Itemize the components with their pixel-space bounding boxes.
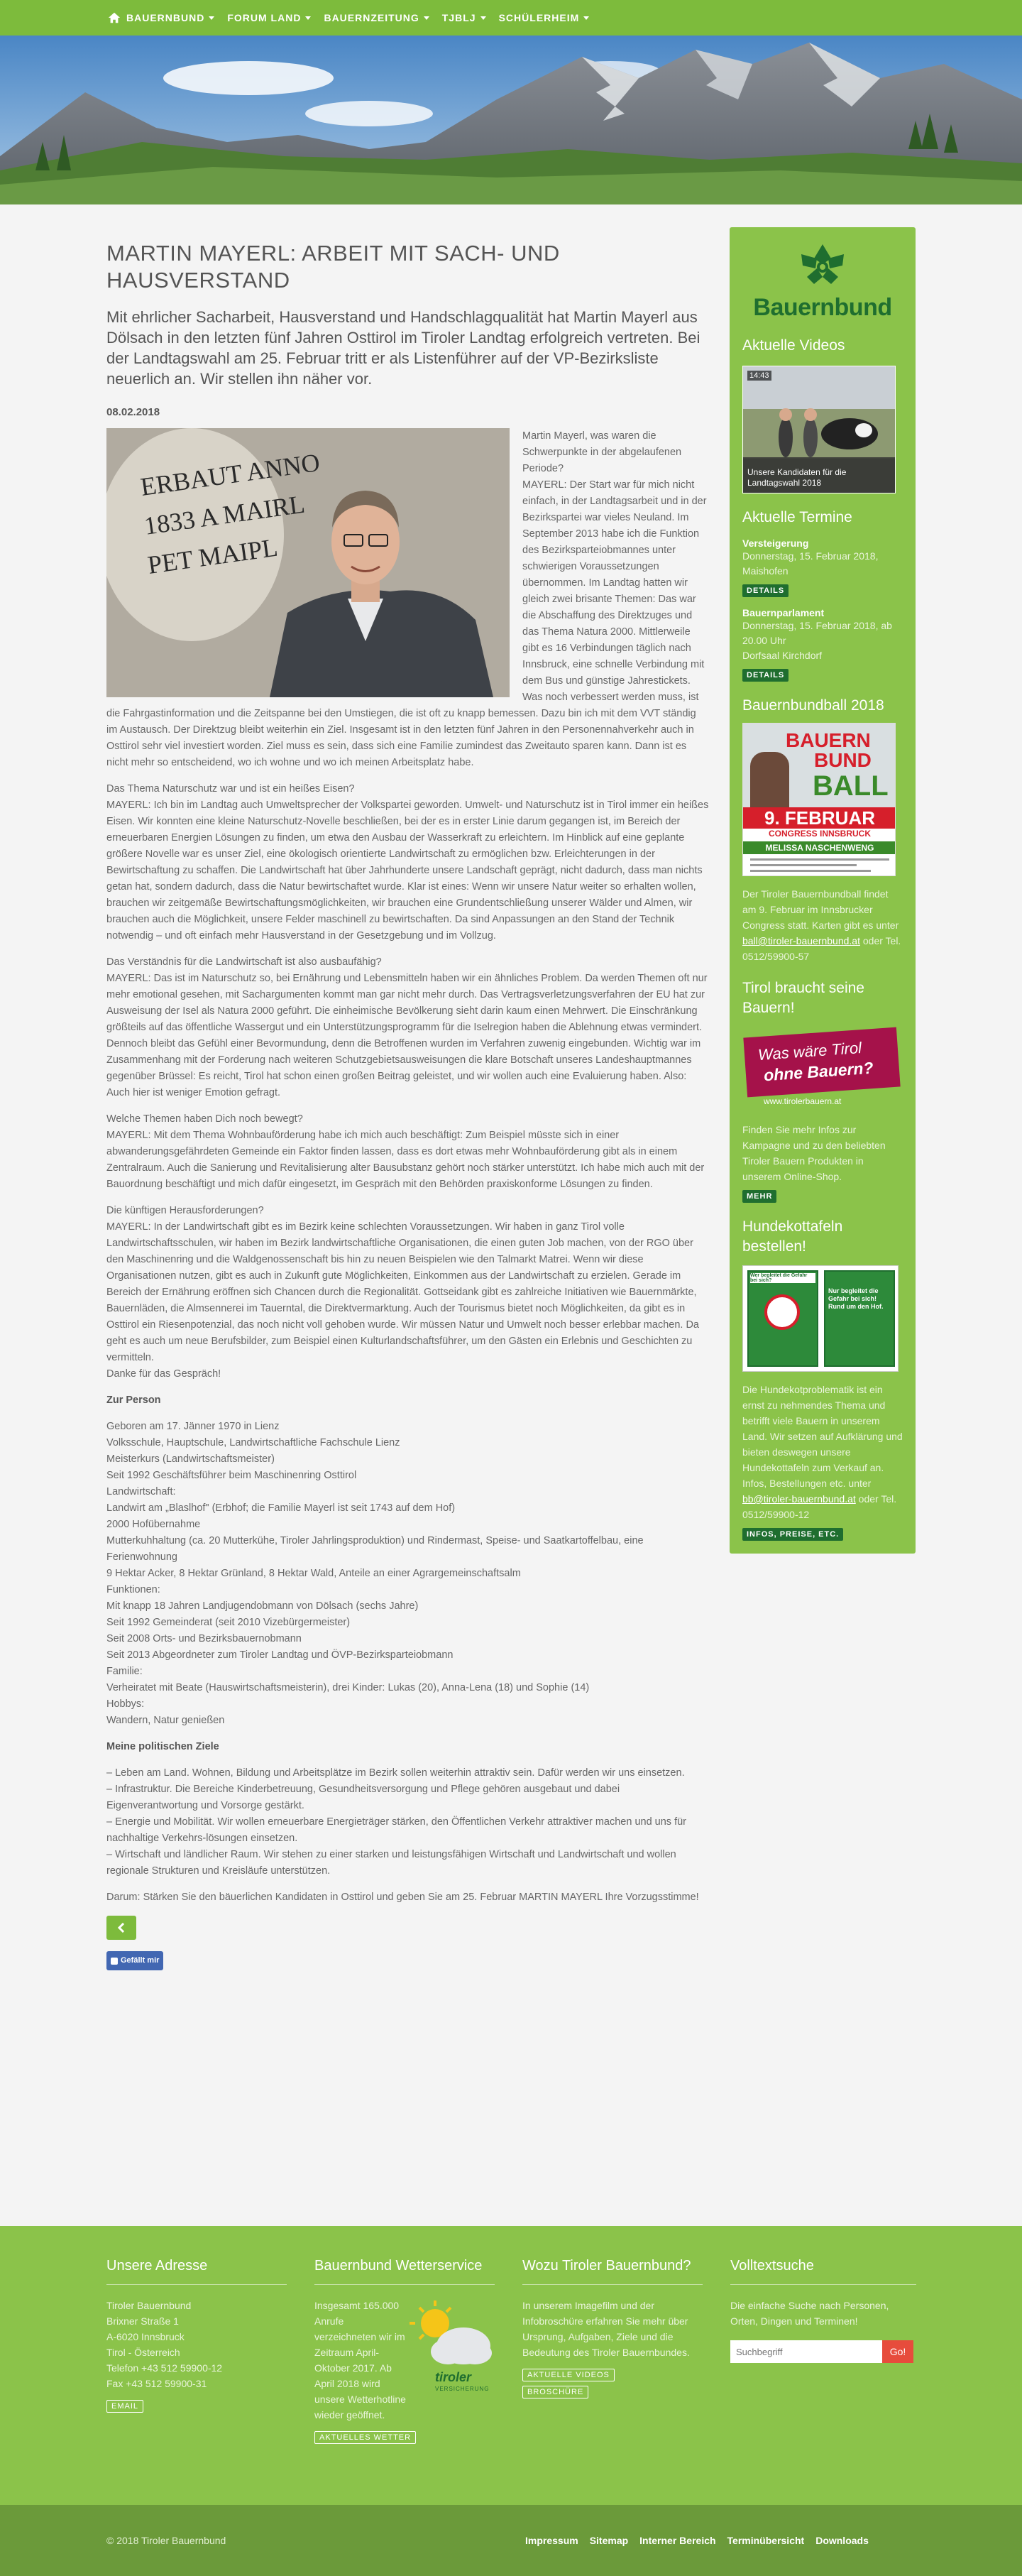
video-caption: Unsere Kandidaten für die Landtagswahl 2018	[747, 467, 847, 488]
ball-text: Der Tiroler Bauernbundball findet am 9. Februar im Innsbrucker Congress statt. Karten gibt es unter ball@tiroler-bauernbund.at oder Tel. 0512/59900-57	[742, 888, 901, 962]
event-title[interactable]: Bauernparlament	[742, 607, 825, 618]
article-paragraph: Das Thema Naturschutz war und ist ein heißes Eisen? MAYERL: Ich bin im Landtag auch Umweltsprecher der Volkspartei geworden. Umwelt- und Naturschutz ist in Tirol immer ein heißes Eisen. Wir konnten eine kleine Naturschutz-Novelle beschließen, bei der es in erster Linie darum gegangen ist, im Bereich der erneuerbaren Energien Lösungen zu finden, um etwa den Ausbau der Wasserkraft zu erleichtern. Im Hinblick auf eine geplante größere Novelle war es unser Ziel, eine ökologisch orientierte Landwirtschaft zu ermöglichen bzw. Erleichterungen in der Bewirtschaftung zu schaffen. Die Landwirtschaft hat über Jahrhunderte unsere Landschaft geprägt, nicht dadurch, dass man nichts getan hat, sondern dadurch, dass die Natur bewirtschaftet wurde. Klar ist eines: Wenn wir unsere Natur weiter so erhalten wollen, brauchen wir zeitgemäße Bewirtschaftungsmöglichkeiten, wir brauchen eine Grundentschließung unserer Wälder und Almen, wir brauchen auch die Möglichkeit, unsere Felder maschinell zu bewirtschaften. Da sind Anpassungen an den Stand der Technik notwendig – und oft einfach mehr Hausverstand in der Gesetzgebung und im Vollzug.	[106, 783, 709, 942]
event-title[interactable]: Versteigerung	[742, 537, 809, 549]
svg-text:PET MAIPL: PET MAIPL	[145, 533, 280, 579]
chevron-down-icon	[480, 16, 486, 20]
ball-poster[interactable]: BAUERN BUND BALL 9. FEBRUAR CONGRESS INNSBRUCK MELISSA NASCHENWENG	[742, 723, 896, 876]
footer-heading: Unsere Adresse	[106, 2258, 287, 2285]
mountain-landscape-image	[0, 36, 1022, 204]
chevron-down-icon	[209, 16, 214, 20]
dog-heading: Hundekottafeln bestellen!	[742, 1218, 843, 1255]
bauernbund-logo[interactable]: Bauernbund	[742, 237, 903, 322]
email-button[interactable]: EMAIL	[106, 2400, 143, 2413]
link-termine[interactable]: Terminübersicht	[727, 2535, 805, 2546]
weather-button[interactable]: AKTUELLES WETTER	[314, 2431, 416, 2444]
dog-sign-image[interactable]: Wer begleitet die Gefahr bei sich? Nur begleitet die Gefahr bei sich! Rund um den Hof.	[742, 1265, 899, 1372]
chevron-down-icon	[305, 16, 311, 20]
link-sitemap[interactable]: Sitemap	[589, 2535, 629, 2546]
article-body	[106, 418, 710, 1970]
article-paragraph: Das Verständnis für die Landwirtschaft ist also ausbaufähig? MAYERL: Das ist im Naturschutz so, bei Ernährung und Lebensmitteln haben wir ein ähnliches Problem. Da werden Themen oft nur mehr emotional gesehen, mit Sachargumenten kommt man gar nicht mehr durch. Das Vertragsverletzungsverfahren der EU hat zur Ausweisung der Isel als Natura 2000 geführt. Die einheimische Bevölkerung sieht darin kaum einen Mehrwert. Die Einschränkung größteils auf das öffentliche Wassergut und ein Unterstützungsprogramm für die Iselregion haben die Ablehnung etwas vermindert. Dennoch bleibt das Gefühl einer Bevormundung, denn die Betroffenen wurden im Verfahren zuwenig eingebunden. Wichtig war im Zusammenhang mit der Forderung nach weiteren Schutzgebietsausweisungen die klare Botschaft unseres Landeshauptmannes gegenüber Brüssel: Es reicht, Tirol hat schon einen großen Beitrag geleistet, und wir wollen auch eine Evaluierung haben. Also: Auch hier ist weniger Emotion gefragt.	[106, 956, 708, 1098]
event-item	[742, 607, 903, 682]
event-date: Donnerstag, 15. Februar 2018, ab 20.00 Uhr Dorfsaal Kirchdorf	[742, 620, 892, 661]
brochure-button[interactable]: BROSCHÜRE	[522, 2386, 588, 2398]
weather-logo: tiroler VERSICHERUNG	[407, 2298, 495, 2404]
event-item	[742, 537, 903, 597]
closing-text: Darum: Stärken Sie den bäuerlichen Kandidaten in Osttirol und geben Sie am 25. Februar MARTIN MAYERL Ihre Vorzugsstimme!	[106, 1892, 699, 1903]
thumbs-up-icon	[111, 1958, 118, 1965]
article-paragraph: Welche Themen haben Dich noch bewegt? MAYERL: Mit dem Thema Wohnbauförderung habe ich mich auch beschäftigt: Zum Beispiel müsste sich in einer abwanderungsgefährdeten Gemeinde ein Faktor finden lassen, dass es dort etwas mehr Wohnbauförderung gibt als in einem Zentralraum. Auch die Sanierung und Revitalisierung alter Bausubstanz gehört noch stärker unterstützt. Ich habe mich auch mit der Bauordnung beschäftigt und mich dafür eingesetzt, im Gespräch mit den Behörden praxiskonforme Lösungen zu finden.	[106, 1113, 705, 1190]
info-prices-button[interactable]: INFOS, PREISE, ETC.	[742, 1528, 843, 1541]
svg-text:1833 A MAIRL: 1833 A MAIRL	[142, 489, 307, 540]
edelweiss-icon	[787, 237, 858, 293]
person-details: Geboren am 17. Jänner 1970 in Lienz Volksschule, Hauptschule, Landwirtschaftliche Fachschule Lienz Meisterkurs (Landwirtschaftsmeister) Seit 1992 Geschäftsführer beim Maschinenring Osttirol Landwirtschaft: Landwirt am „Blaslhof" (Erbhof; die Familie Mayerl ist seit 1743 auf dem Hof) 2000 Hofübernahme Mutterkuhhaltung (ca. 20 Mutterkühe, Tiroler Jahrlingsproduktion) und Rindermast, Speise- und Saatkartoffelbau, eine Ferienwohnung 9 Hektar Acker, 8 Hektar Grünland, 8 Hektar Wald, Anteile an einer Agrargemeinschaftsalm Funktionen: Mit knapp 18 Jahren Landjugendobmann von Dölsach (sechs Jahre) Seit 1992 Gemeinderat (seit 2010 Vizebürgermeister) Seit 2008 Orts- und Bezirksbauernobmann Seit 2013 Abgeordneter zum Tiroler Landtag und ÖVP-Bezirksparteiobmann Familie: Verheiratet mit Beate (Hauswirtschaftsmeisterin), drei Kinder: Lukas (20), Anna-Lena (18) und Sophie (14) Hobbys: Wandern, Natur genießen	[106, 1421, 644, 1726]
event-details-button[interactable]: DETAILS	[742, 669, 789, 682]
article-paragraph: Die künftigen Herausforderungen? MAYERL: In der Landwirtschaft gibt es im Bezirk keine schlechten Voraussetzungen. Wir haben in ganz Tirol volle Landwirtschaftsschulen, wir haben im Bezirk landwirtschaftliche Organisationen, die einen guten Job machen, von der RGO über den Maschinenring und die Waldgenossenschaft bis hin zu neuen Beispielen wie den Talmarkt Matrei. Wenn wir diese Organisationen nutzen, gibt es auch in Zukunft gute Möglichkeiten, Einkommen aus der Landwirtschaft zu erzielen. Gerade im Bereich der Ernährung eröffnen sich Chancen durch die Regionalität. Gottseidank gibt es zahlreiche Initiativen wie Bauernmärkte, Bauernläden, die Almsennerei im Tauerntal, die Direktvermarktung. Auch der Tourismus bietet noch Möglichkeiten, da gibt es in Osttirol ein Riesenpotenzial, das noch nicht voll gehoben wurde. Wir müssen Natur und Umwelt noch besser erlebbar machen. Da geht es auch um neue Berufsbilder, zum Beispiel einen Kulturlandschaftsführer, um den Gästen ein Erlebnis und Geschichten zu vermitteln. Danke für das Gespräch!	[106, 1205, 699, 1380]
footer-heading: Bauernbund Wetterservice	[314, 2258, 495, 2285]
article	[106, 240, 710, 1970]
person-heading: Zur Person	[106, 1395, 161, 1406]
article-date: 08.02.2018	[106, 406, 160, 418]
dog-text: Die Hundekotproblematik ist ein ernst zu nehmendes Thema und betrifft viele Bauern in unserem Land. Wir setzen auf Aufklärung und bieten deswegen unsere Hundekottafeln zum Verkauf an. Infos, Bestellungen etc. unter bb@tiroler-bauernbund.at oder Tel. 0512/59900-12	[742, 1384, 903, 1520]
footer-heading: Wozu Tiroler Bauernbund?	[522, 2258, 703, 2285]
nav-item-bauernbund[interactable]: BAUERNBUND	[126, 12, 214, 23]
footer-address: Unsere Adresse Tiroler Bauernbund Brixner Straße 1 A-6020 Innsbruck Tirol - Österreich Telefon +43 512 59900-12 Fax +43 512 59900-31 EMAIL	[106, 2258, 287, 2413]
article-lead: Mit ehrlicher Sacharbeit, Hausverstand und Handschlagqualität hat Martin Mayerl aus Dölsach in den letzten fünf Jahren Osttirol im Tiroler Landtag erfolgreich vertreten. Bei der Landtagswahl am 25. Februar tritt er als Listenführer auf der VP-Bezirksliste neuerlich an. Wir stellen ihn näher vor.	[106, 308, 700, 388]
bottom-bar	[0, 2505, 1022, 2576]
link-impressum[interactable]: Impressum	[525, 2535, 578, 2546]
tirol-campaign-banner[interactable]: Was wäre Tirol ohne Bauern? www.tirolerbauern.at	[742, 1027, 899, 1112]
copyright: © 2018 Tiroler Bauernbund	[106, 2535, 226, 2546]
video-duration: 14:43	[747, 371, 771, 381]
link-intern[interactable]: Interner Bereich	[639, 2535, 716, 2546]
search-input[interactable]	[730, 2340, 882, 2363]
dog-email-link[interactable]: bb@tiroler-bauernbund.at	[742, 1493, 856, 1505]
nav-item-schuelerheim[interactable]: SCHÜLERHEIM	[499, 12, 590, 23]
article-paragraph: Martin Mayerl, was waren die Schwerpunkte in der abgelaufenen Periode? MAYERL: Der Start war für mich nicht einfach, in der Landtagsarbeit und in der Bezirkspartei war vieles Neuland. Im September 2013 habe ich die Funktion des Bezirksparteiobmannes unter schwierigen Voraussetzungen übernommen. Im Landtag hatten wir gleich zwei brisante Themen: Das war die Abschaffung des Direktzuges und das Thema Natura 2000. Mittlerweile gibt es 16 Verbindungen täglich nach Innsbruck, eine schnelle Verbindung mit dem Bus und günstige Jahrestickets. Was noch verbessert werden muss, ist die Fahrgastinformation und die Zeitspanne bei den Umstiegen, die ist oft zu knapp bemessen. Dazu bin ich mit dem VVT ständig im Austausch. Der Direktzug bleibt weiterhin ein Ziel. Insgesamt ist in den letzten fünf Jahren in den Personennahverkehr auch in Osttirol sehr viel investiert worden. Ziel muss es sein, dass sich eine Familie zumindest das Zweitauto sparen kann. Dann ist es nicht mehr so entscheidend, wo ich wohne und wo ich meinen Arbeitsplatz habe.	[106, 430, 707, 768]
ball-email-link[interactable]: ball@tiroler-bauernbund.at	[742, 935, 860, 946]
article-photo	[106, 428, 510, 697]
sun-cloud-icon	[407, 2298, 495, 2376]
page-title: MARTIN MAYERL: ARBEIT MIT SACH- UND HAUSVERSTAND	[106, 241, 560, 293]
facebook-like-button[interactable]: Gefällt mir	[106, 1951, 163, 1970]
chevron-down-icon	[583, 16, 589, 20]
event-details-button[interactable]: DETAILS	[742, 584, 789, 597]
goals-heading: Meine politischen Ziele	[106, 1741, 219, 1752]
photo-sign-text: ERBAUT ANNO	[138, 447, 322, 501]
footer-links	[525, 2535, 869, 2546]
footer-about: Wozu Tiroler Bauernbund? In unserem Imagefilm und der Infobroschüre erfahren Sie mehr über Ursprung, Aufgaben, Ziele und die Bedeutung des Tiroler Bauernbundes. AKTUELLE VIDEOS BROSCHÜRE	[522, 2258, 703, 2398]
tirol-heading: Tirol braucht seine Bauern!	[742, 980, 864, 1016]
home-icon[interactable]	[108, 11, 121, 24]
nav-item-tjblj[interactable]: TJBLJ	[442, 12, 486, 23]
videos-heading: Aktuelle Videos	[742, 337, 845, 354]
video-thumbnail[interactable]	[742, 366, 896, 493]
hero-banner	[0, 36, 1022, 204]
chevron-down-icon	[424, 16, 429, 20]
top-navigation	[0, 0, 1022, 36]
nav-item-forum-land[interactable]: FORUM LAND	[227, 12, 311, 23]
ball-heading: Bauernbundball 2018	[742, 697, 884, 714]
footer	[0, 2226, 1022, 2505]
chevron-left-icon	[117, 1923, 126, 1933]
footer-heading: Volltextsuche	[730, 2258, 916, 2285]
events-heading: Aktuelle Termine	[742, 509, 852, 525]
back-button[interactable]	[106, 1916, 136, 1940]
search-button[interactable]: Go!	[882, 2340, 913, 2363]
tirol-text: Finden Sie mehr Infos zur Kampagne und zu den beliebten Tiroler Bauern Produkten in unserem Online-Shop.	[742, 1124, 886, 1182]
more-button[interactable]: MEHR	[742, 1190, 776, 1203]
event-date: Donnerstag, 15. Februar 2018, Maishofen	[742, 550, 879, 577]
videos-button[interactable]: AKTUELLE VIDEOS	[522, 2369, 615, 2381]
political-goals: – Leben am Land. Wohnen, Bildung und Arbeitsplätze im Bezirk sollen weiterhin attraktiv sein. Dafür werden wir uns einsetzen. – Infrastruktur. Die Bereiche Kinderbetreuung, Gesundheitsversorgung und Pflege gehören ausgebaut und dabei Eigenverantwortung und Vorsorge gestärkt. – Energie und Mobilität. Wir wollen erneuerbare Energieträger stärken, den Öffentlichen Verkehr attraktiver machen und uns für nachhaltige Verkehrs-lösungen einsetzen. – Wirtschaft und ländlicher Raum. Wir stehen zu einer starken und leistungsfähigen Wirtschaft und Landwirtschaft und wollen regionale Strukturen und Kreisläufe unterstützen.	[106, 1767, 687, 1877]
footer-weather: Bauernbund Wetterservice Insgesamt 165.000 Anrufe verzeichneten wir im Zeitraum April-Oktober 2017. Ab April 2018 wird unsere Wetterhotline wieder geöffnet. tiroler VERSICHERUNG AKTUELLES WETTER	[314, 2258, 495, 2444]
search-form	[730, 2340, 916, 2363]
nav-item-bauernzeitung[interactable]: BAUERNZEITUNG	[324, 12, 429, 23]
link-downloads[interactable]: Downloads	[815, 2535, 869, 2546]
sidebar	[730, 227, 916, 1554]
footer-search: Volltextsuche Die einfache Suche nach Personen, Orten, Dingen und Terminen! Suchbegriff Go!	[730, 2258, 916, 2363]
